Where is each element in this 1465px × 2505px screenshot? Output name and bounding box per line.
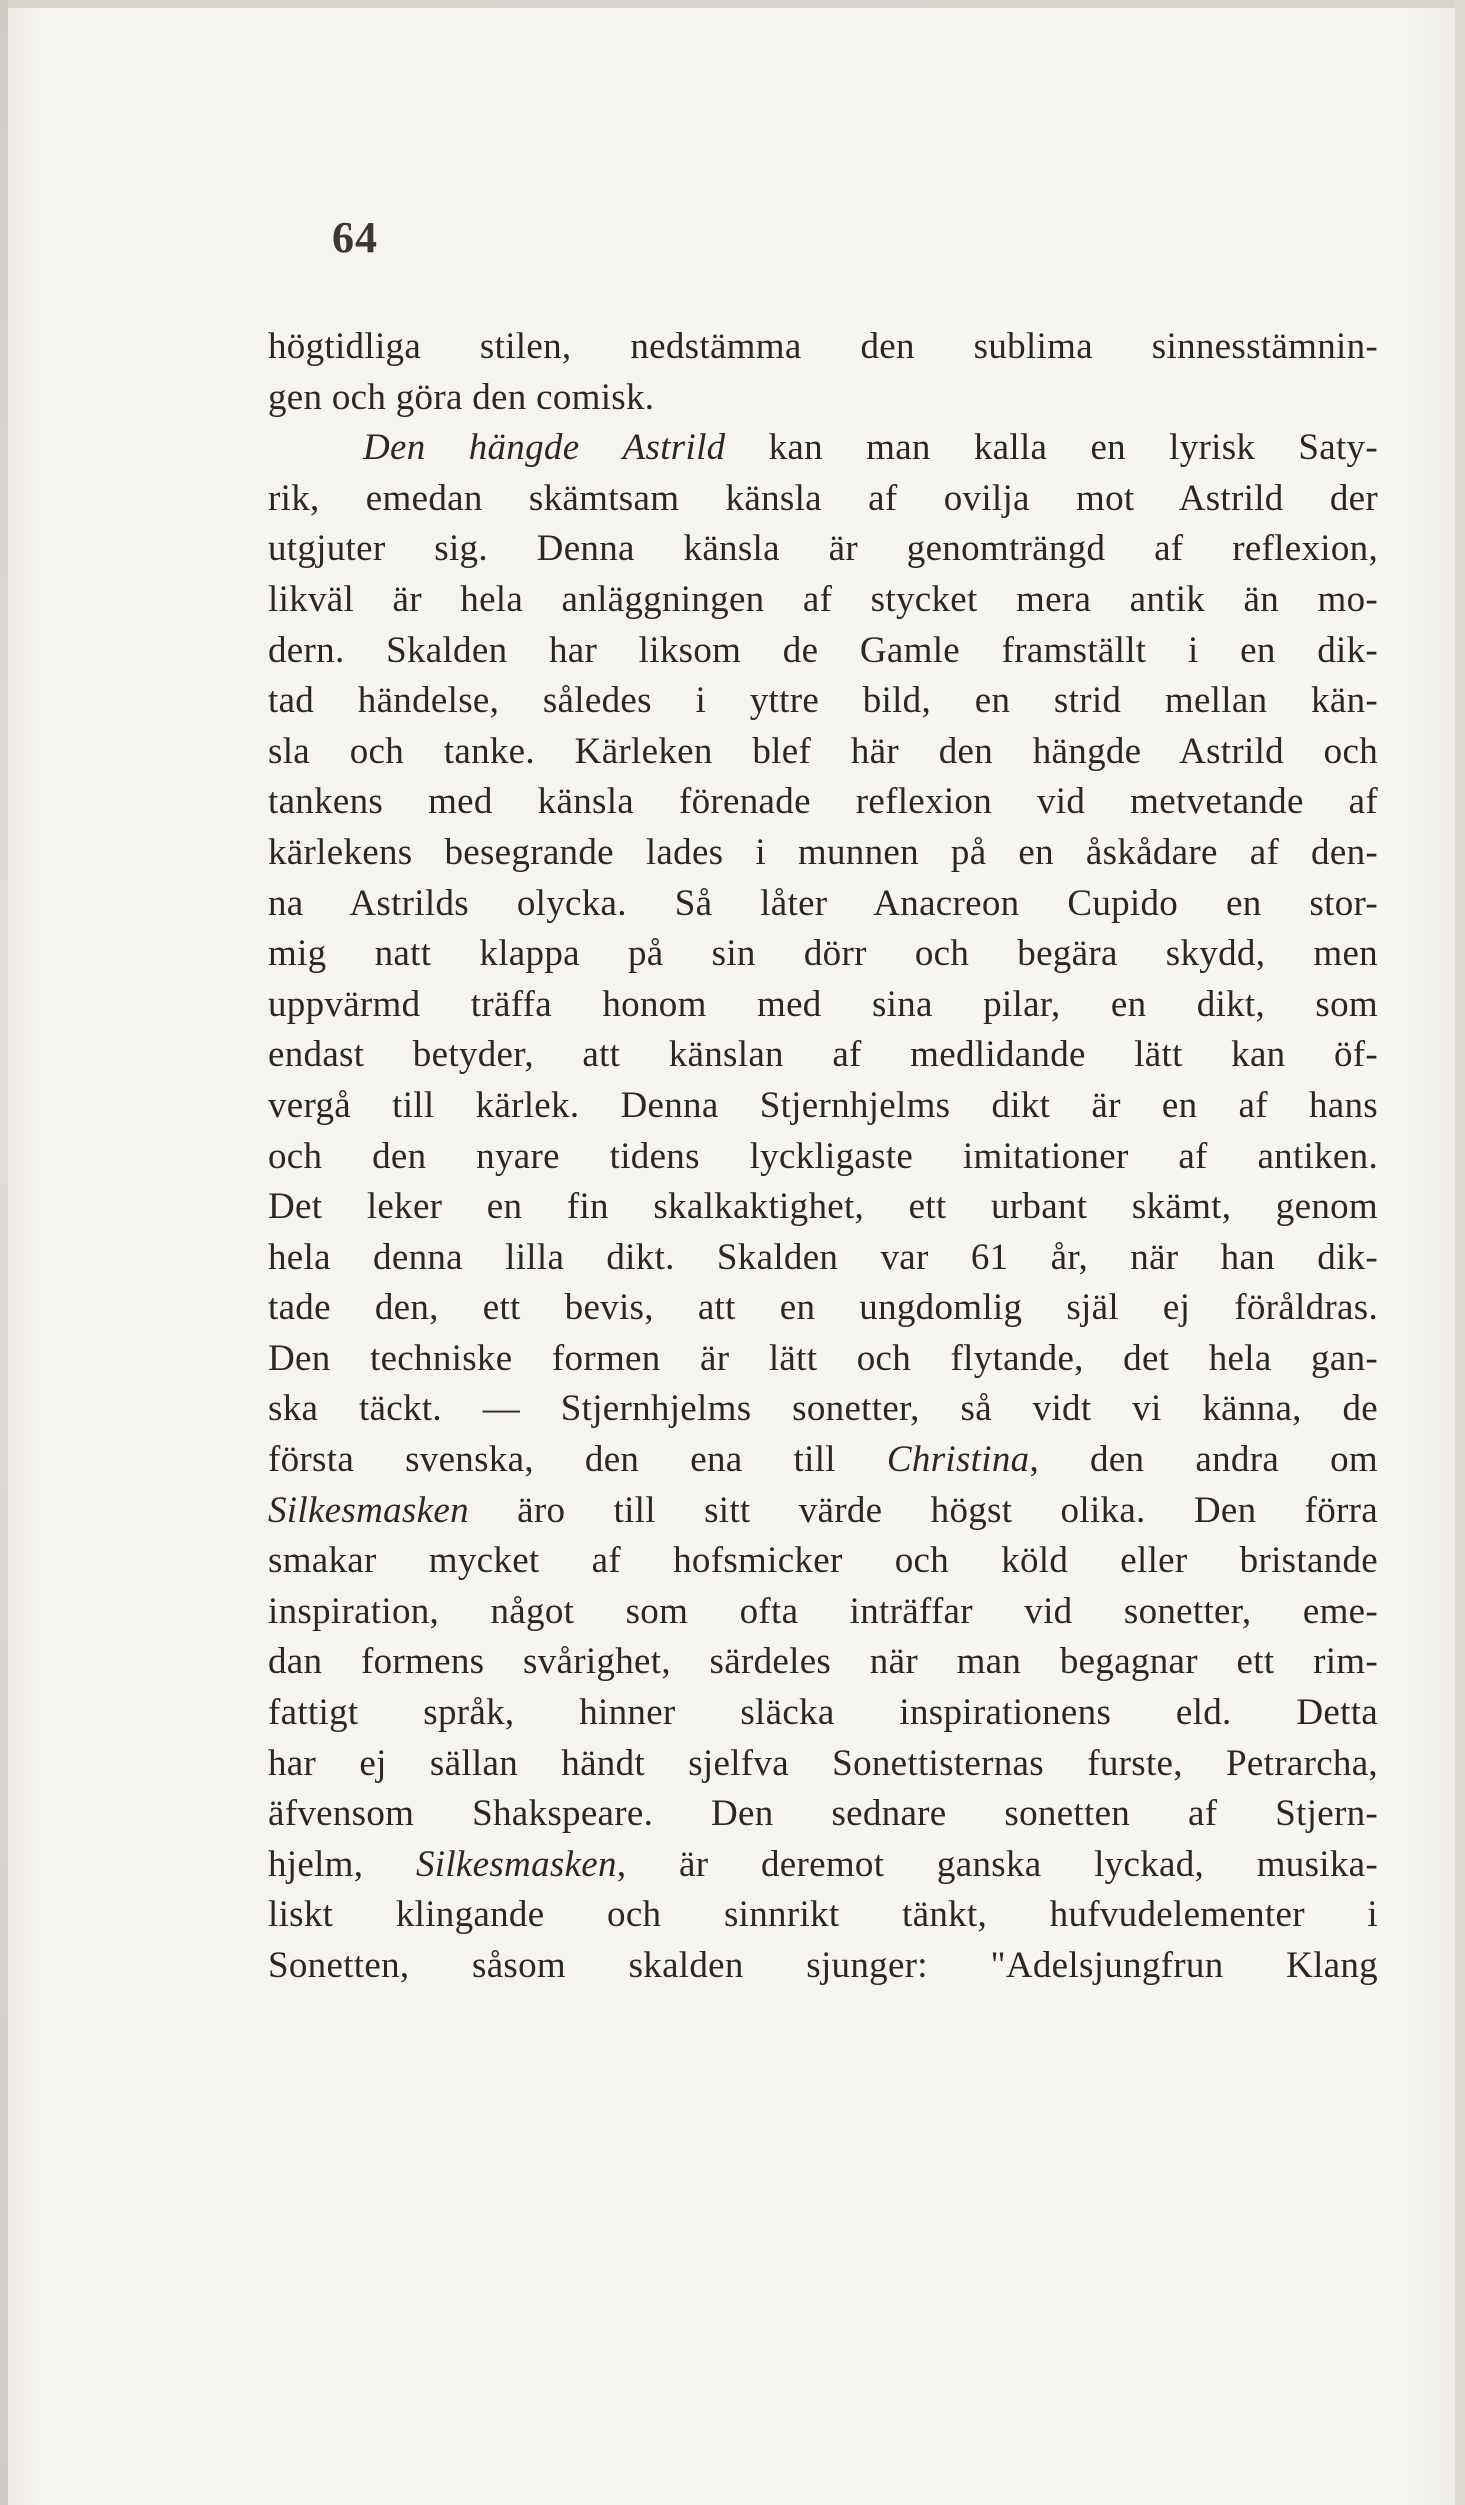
page-left-edge bbox=[0, 0, 8, 2505]
italic-title: Astrild bbox=[622, 427, 726, 469]
text-line: utgjuter sig. Denna känsla är genomträngd af reflexion, bbox=[268, 528, 1378, 570]
italic-title: Christina bbox=[886, 1439, 1030, 1481]
text-line: uppvärmd träffa honom med sina pilar, en dikt, som bbox=[268, 983, 1378, 1025]
text-line: na Astrilds olycka. Så låter Anacreon Cupido en stor- bbox=[268, 882, 1378, 924]
text-line: sla och tanke. Kärleken blef här den hängde Astrild och bbox=[268, 730, 1378, 772]
page-top-edge bbox=[0, 0, 1465, 8]
text-line: hela denna lilla dikt. Skalden var 61 år, när han dik- bbox=[268, 1236, 1378, 1278]
page-right-edge bbox=[1455, 0, 1465, 2505]
text-line: äfvensom Shakspeare. Den sednare sonetten af Stjern- bbox=[268, 1793, 1378, 1835]
text-fragment: hjelm, bbox=[268, 1843, 364, 1885]
text-line: smakar mycket af hofsmicker och köld eller bristande bbox=[268, 1540, 1378, 1582]
text-line: tade den, ett bevis, att en ungdomlig själ ej föråldras. bbox=[268, 1287, 1378, 1329]
body-text bbox=[268, 322, 1378, 1992]
text-line: ska täckt. — Stjernhjelms sonetter, så vidt vi känna, de bbox=[268, 1388, 1378, 1430]
text-line: likväl är hela anläggningen af stycket mera antik än mo- bbox=[268, 578, 1378, 620]
text-line: Den techniske formen är lätt och flytande, det hela gan- bbox=[268, 1337, 1378, 1379]
text-line: vergå till kärlek. Denna Stjernhjelms dikt är en af hans bbox=[268, 1084, 1378, 1126]
text-line bbox=[268, 1435, 1378, 1486]
text-line: dan formens svårighet, särdeles när man begagnar ett rim- bbox=[268, 1641, 1378, 1683]
text-line: högtidliga stilen, nedstämma den sublima sinnesstämnin- bbox=[268, 326, 1378, 367]
text-fragment: kan man kalla en lyrisk Saty- bbox=[768, 427, 1378, 469]
italic-title: Silkesmasken bbox=[268, 1489, 469, 1531]
text-line: endast betyder, att känslan af medlidande lätt kan öf- bbox=[268, 1034, 1378, 1076]
text-line: Sonetten, såsom skalden sjunger: "Adelsjungfrun Klang bbox=[268, 1945, 1378, 1986]
text-line: har ej sällan händt sjelfva Sonettisternas furste, Petrarcha, bbox=[268, 1742, 1378, 1784]
text-line: inspiration, något som ofta inträffar vid sonetter, eme- bbox=[268, 1590, 1378, 1632]
text-fragment: , är deremot ganska lyckad, musika- bbox=[616, 1843, 1378, 1885]
text-fragment: äro till sitt värde högst olika. Den förra bbox=[517, 1489, 1378, 1531]
text-line bbox=[268, 423, 1378, 474]
text-line: mig natt klappa på sin dörr och begära skydd, men bbox=[268, 933, 1378, 975]
text-line: Det leker en fin skalkaktighet, ett urbant skämt, genom bbox=[268, 1186, 1378, 1228]
text-line: gen och göra den comisk. bbox=[268, 376, 655, 418]
text-line: dern. Skalden har liksom de Gamle framställt i en dik- bbox=[268, 629, 1378, 671]
text-line: tankens med känsla förenade reflexion vid metvetande af bbox=[268, 781, 1378, 823]
text-line: tad händelse, således i yttre bild, en strid mellan kän- bbox=[268, 680, 1378, 722]
text-fragment: , den andra om bbox=[1029, 1439, 1378, 1481]
text-line: rik, emedan skämtsam känsla af ovilja mot Astrild der bbox=[268, 477, 1378, 519]
italic-title: Silkesmasken bbox=[415, 1843, 617, 1885]
text-fragment: första svenska, den ena till bbox=[268, 1439, 836, 1481]
italic-title: Den hängde bbox=[363, 427, 580, 469]
page-number: 64 bbox=[332, 213, 378, 262]
text-line: fattigt språk, hinner släcka inspirationens eld. Detta bbox=[268, 1692, 1378, 1734]
text-line bbox=[268, 1840, 1378, 1891]
text-line: kärlekens besegrande lades i munnen på en åskådare af den- bbox=[268, 831, 1378, 873]
text-line bbox=[268, 1486, 1378, 1537]
text-line: och den nyare tidens lyckligaste imitationer af antiken. bbox=[268, 1135, 1378, 1177]
text-line: liskt klingande och sinnrikt tänkt, hufvudelementer i bbox=[268, 1894, 1378, 1936]
